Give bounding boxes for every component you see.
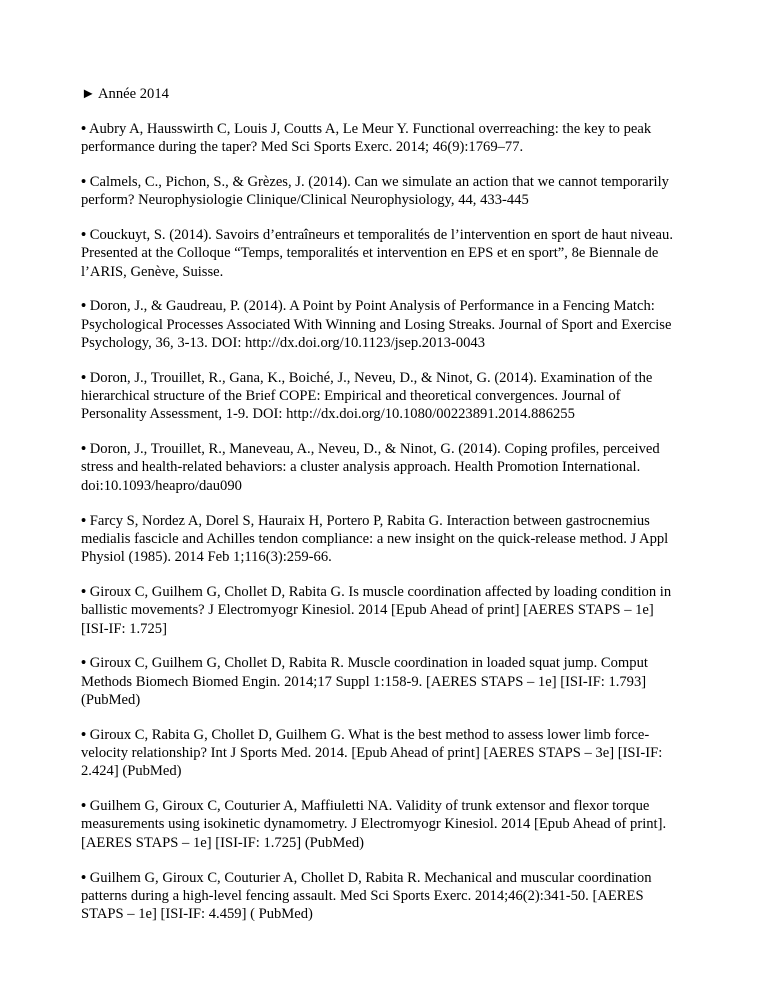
reference-text: Couckuyt, S. (2014). Savoirs d’entraîneurs et temporalités de l’intervention en sport de haut niveau. Presented at the Colloque “Temps, temporalités et intervention en EPS et en sport”, 8e Biennale de l’ARIS, Genève, Suisse. (81, 226, 673, 280)
bullet-icon: • (81, 869, 87, 886)
bullet-icon: • (81, 120, 87, 137)
reference-item (81, 512, 681, 567)
bullet-icon: • (81, 298, 87, 315)
bullet-icon: • (81, 726, 87, 743)
reference-item (81, 226, 681, 281)
reference-item (81, 440, 681, 495)
reference-text: Aubry A, Hausswirth C, Louis J, Coutts A, Le Meur Y. Functional overreaching: the key to peak performance during the taper? Med Sci Sports Exerc. 2014; 46(9):1769–77. (81, 120, 652, 156)
bullet-icon: • (81, 583, 87, 600)
reference-text: Guilhem G, Giroux C, Couturier A, Maffiuletti NA. Validity of trunk extensor and flexor torque measurements using isokinetic dynamometry. J Electromyogr Kinesiol. 2014 [Epub Ahead of print]. [AERES STAPS – 1e] [ISI-IF: 1.725] (PubMed) (81, 798, 667, 851)
reference-text: Doron, J., & Gaudreau, P. (2014). A Point by Point Analysis of Performance in a Fencing Match: Psychological Processes Associated With Winning and Losing Streaks. Journal of Sport and Exercise Psychology, 36, 3-13. DOI: http://dx.doi.org/10.1123/jsep.2013-0043 (81, 298, 672, 351)
reference-text: Calmels, C., Pichon, S., & Grèzes, J. (2014). Can we simulate an action that we cannot temporarily perform? Neurophysiologie Clinique/Clinical Neurophysiology, 44, 433-445 (81, 173, 669, 209)
bullet-icon: • (81, 173, 87, 190)
reference-text: Guilhem G, Giroux C, Couturier A, Chollet D, Rabita R. Mechanical and muscular coordination patterns during a high-level fencing assault. Med Sci Sports Exerc. 2014;46(2):341-50. [AERES STAPS – 1e] [ISI-IF: 4.459] ( PubMed) (81, 869, 652, 923)
reference-text: Giroux C, Guilhem G, Chollet D, Rabita R. Muscle coordination in loaded squat jump. Comput Methods Biomech Biomed Engin. 2014;17 Suppl 1:158-9. [AERES STAPS – 1e] [ISI-IF: 1.793] (PubMed) (81, 655, 648, 708)
reference-text: Giroux C, Guilhem G, Chollet D, Rabita G. Is muscle coordination affected by loading condition in ballistic movements? J Electromyogr Kinesiol. 2014 [Epub Ahead of print] [AERES STAPS – 1e] [ISI-IF: 1.725] (81, 583, 672, 637)
reference-item (81, 583, 681, 638)
reference-item (81, 120, 681, 157)
reference-text: Farcy S, Nordez A, Dorel S, Hauraix H, Portero P, Rabita G. Interaction between gastrocnemius medialis fascicle and Achilles tendon compliance: a new insight on the quick-release method. J Appl Physiol (1985). 2014 Feb 1;116(3):259-66. (81, 512, 669, 566)
reference-item (81, 297, 681, 352)
reference-text: Doron, J., Trouillet, R., Maneveau, A., Neveu, D., & Ninot, G. (2014). Coping profiles, perceived stress and health-related behaviors: a cluster analysis approach. Health Promotion International. doi:10.1093/heapro/dau090 (81, 441, 660, 494)
reference-item (81, 869, 681, 924)
bullet-icon: • (81, 512, 87, 529)
reference-item (81, 654, 681, 709)
reference-item (81, 173, 681, 210)
reference-item (81, 369, 681, 424)
bullet-icon: • (81, 226, 87, 243)
arrow-icon: ► (81, 86, 96, 102)
reference-text: Giroux C, Rabita G, Chollet D, Guilhem G. What is the best method to assess lower limb force-velocity relationship? Int J Sports Med. 2014. [Epub Ahead of print] [AERES STAPS – 3e] [ISI-IF: 2.424] (PubMed) (81, 726, 663, 780)
reference-text: Doron, J., Trouillet, R., Gana, K., Boiché, J., Neveu, D., & Ninot, G. (2014). Examination of the hierarchical structure of the Brief COPE: Empirical and theoretical convergences. Journal of Personality Assessment, 1-9. DOI: http://dx.doi.org/10.1080/00223891.2014.886255 (81, 369, 653, 423)
bullet-icon: • (81, 441, 87, 458)
section-heading-label: Année 2014 (98, 86, 169, 102)
reference-item (81, 797, 681, 852)
bullet-icon: • (81, 655, 87, 672)
reference-item (81, 726, 681, 781)
bullet-icon: • (81, 798, 87, 815)
section-heading (81, 85, 681, 103)
document-page (81, 85, 681, 940)
bullet-icon: • (81, 369, 87, 386)
